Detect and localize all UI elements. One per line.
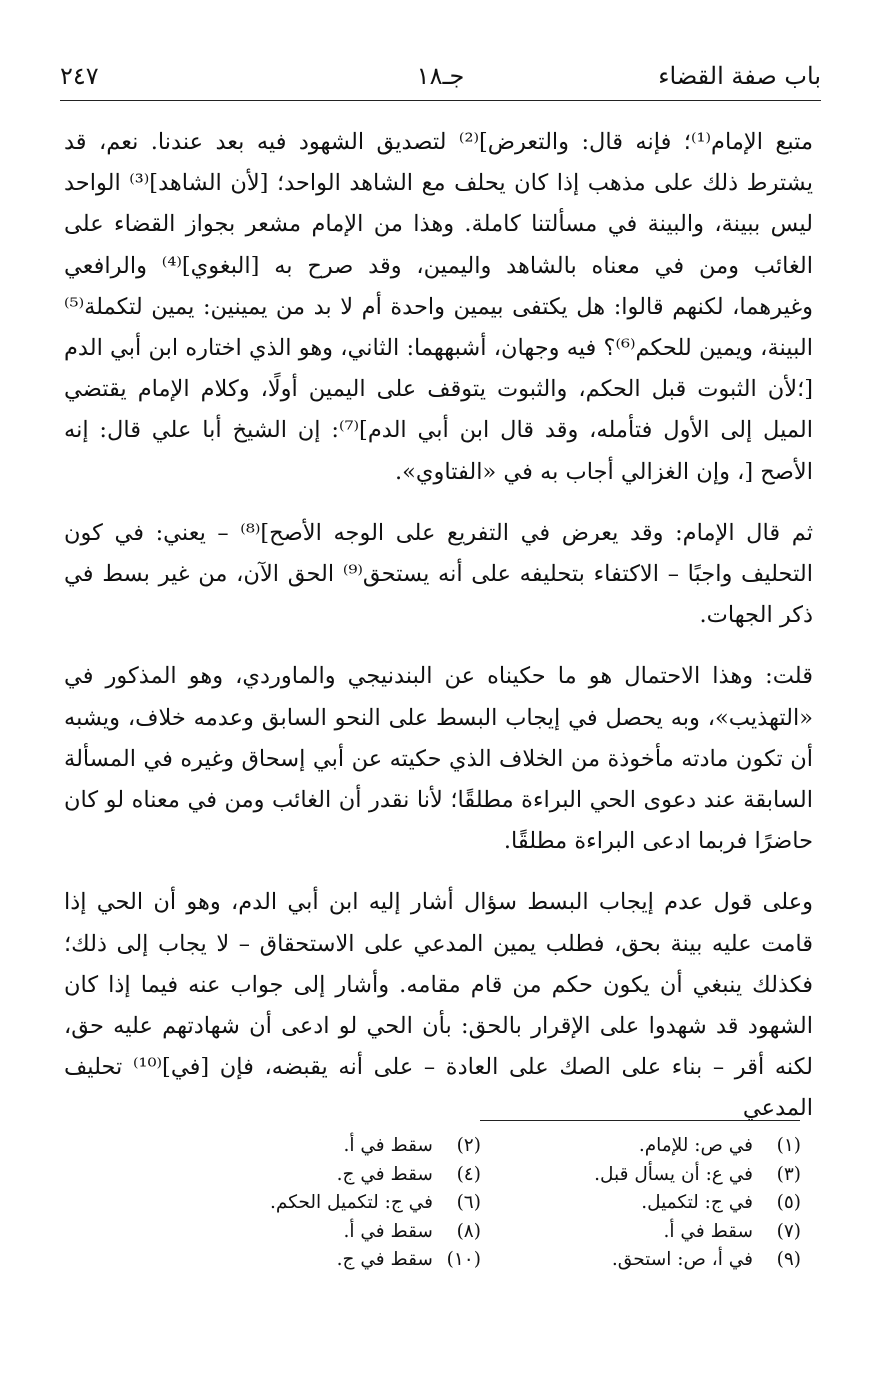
main-text [64, 122, 813, 1150]
footnote [161, 1132, 481, 1161]
footnote-text: سقط في أ. [343, 1135, 433, 1156]
header-divider [60, 100, 821, 101]
running-header [60, 52, 821, 94]
footnotes-left-column [161, 1132, 481, 1275]
footnote-number: (٩) [776, 1249, 801, 1270]
paragraph-2: ثم قال الإمام: وقد يعرض في التفريع على الوجه الأصح]⁽⁸⁾ – يعني: في كون التحليف واجبًا – الاكتفاء بتحليفه على أنه يستحق⁽⁹⁾ الحق الآن، من غير بسط في ذكر الجهات. [64, 519, 813, 629]
footnote-number: (١) [776, 1135, 801, 1156]
footnotes-right-column [481, 1132, 801, 1275]
page-number: ٢٤٧ [60, 62, 99, 90]
footnote-text: في ج: لتكميل الحكم. [270, 1192, 433, 1213]
footnote-number: (٧) [776, 1220, 801, 1242]
footnote [481, 1246, 801, 1275]
footnote [481, 1161, 801, 1190]
footnote-number: (٣) [776, 1163, 801, 1185]
footnote-number: (٦) [456, 1192, 481, 1213]
footnote [161, 1246, 481, 1275]
footnote [161, 1218, 481, 1247]
footnote [481, 1218, 801, 1247]
footnote [161, 1161, 481, 1190]
footnote-number: (١٠) [446, 1249, 481, 1270]
paragraph-4: وعلى قول عدم إيجاب البسط سؤال أشار إليه ابن أبي الدم، وهو أن الحي إذا قامت عليه بينة بحق، فطلب يمين المدعي على الاستحقاق – لا يجاب إلى ذلك؛ فكذلك ينبغي أن يكون حكم من قام مقامه. وأشار إلى جواب عنه فيما إذا كان الشهود قد شهدوا على الإقرار بالحق: بأن الحي لو ادعى أن شهادتهم عليه حق، لكنه أقر – بناء على الصك على العادة – على أنه يقبضه، فإن [في]⁽¹⁰⁾ تحليف المدعي [64, 889, 813, 1122]
footnote [481, 1132, 801, 1161]
footnote-text: في أ، ص: استحق. [611, 1249, 753, 1270]
footnote-number: (٥) [776, 1192, 801, 1213]
footnote-text: في ج: لتكميل. [641, 1192, 753, 1213]
volume-label: جـ١٨ [416, 62, 465, 90]
footnote-number: (٨) [456, 1220, 481, 1242]
footnote-text: سقط في أ. [663, 1220, 753, 1242]
footnote-text: في ع: أن يسأل قبل. [594, 1163, 753, 1185]
footnote-number: (٤) [456, 1163, 481, 1185]
paragraph-1: متبع الإمام⁽¹⁾؛ فإنه قال: والتعرض]⁽²⁾ لتصديق الشهود فيه بعد عندنا. نعم، قد يشترط ذلك على مذهب إذا كان يحلف مع الشاهد الواحد؛ [لأن الشاهد]⁽³⁾ الواحد ليس ببينة، والبينة في مسألتنا كاملة. وهذا من الإمام مشعر بجواز القضاء على الغائب ومن في معناه بالشاهد واليمين، وقد صرح به [البغوي]⁽⁴⁾ والرافعي وغيرهما، لكنهم قالوا: هل يكتفى بيمين واحدة أم لا بد من يمينين: يمين لتكملة⁽⁵⁾ البينة، ويمين للحكم⁽⁶⁾؟ فيه وجهان، أشبههما: الثاني، وهو الذي اختاره ابن أبي الدم [؛لأن الثبوت قبل الحكم، والثبوت يتوقف على اليمين أولًا، وكلام الإمام يقتضي الميل إلى الأول فتأمله، وقد قال ابن أبي الدم]⁽⁷⁾: إن الشيخ أبا علي قال: إنه الأصح [، وإن الغزالي أجاب به في «الفتاوي». [64, 129, 813, 485]
footnote-text: سقط في ج. [336, 1249, 433, 1270]
footnote-number: (٢) [456, 1135, 481, 1156]
footnote-text: في ص: للإمام. [638, 1135, 753, 1156]
footnote-text: سقط في أ. [343, 1220, 433, 1242]
footnote [161, 1189, 481, 1218]
footnotes [120, 1132, 801, 1275]
footnote-divider [480, 1120, 800, 1121]
footnote-text: سقط في ج. [336, 1163, 433, 1185]
paragraph-3: قلت: وهذا الاحتمال هو ما حكيناه عن البندنيجي والماوردي، وهو المذكور في «التهذيب»، وبه يحصل في إيجاب البسط على النحو السابق وعدمه خلاف، ويشبه أن تكون مادته مأخوذة من الخلاف الذي حكيته عن أبي إسحاق وغيره في المسألة السابقة عند دعوى الحي البراءة مطلقًا؛ لأنا نقدر أن الغائب ومن في معناه لو كان حاضرًا فربما ادعى البراءة مطلقًا. [64, 663, 813, 855]
chapter-title: باب صفة القضاء [658, 62, 821, 90]
footnote [481, 1189, 801, 1218]
